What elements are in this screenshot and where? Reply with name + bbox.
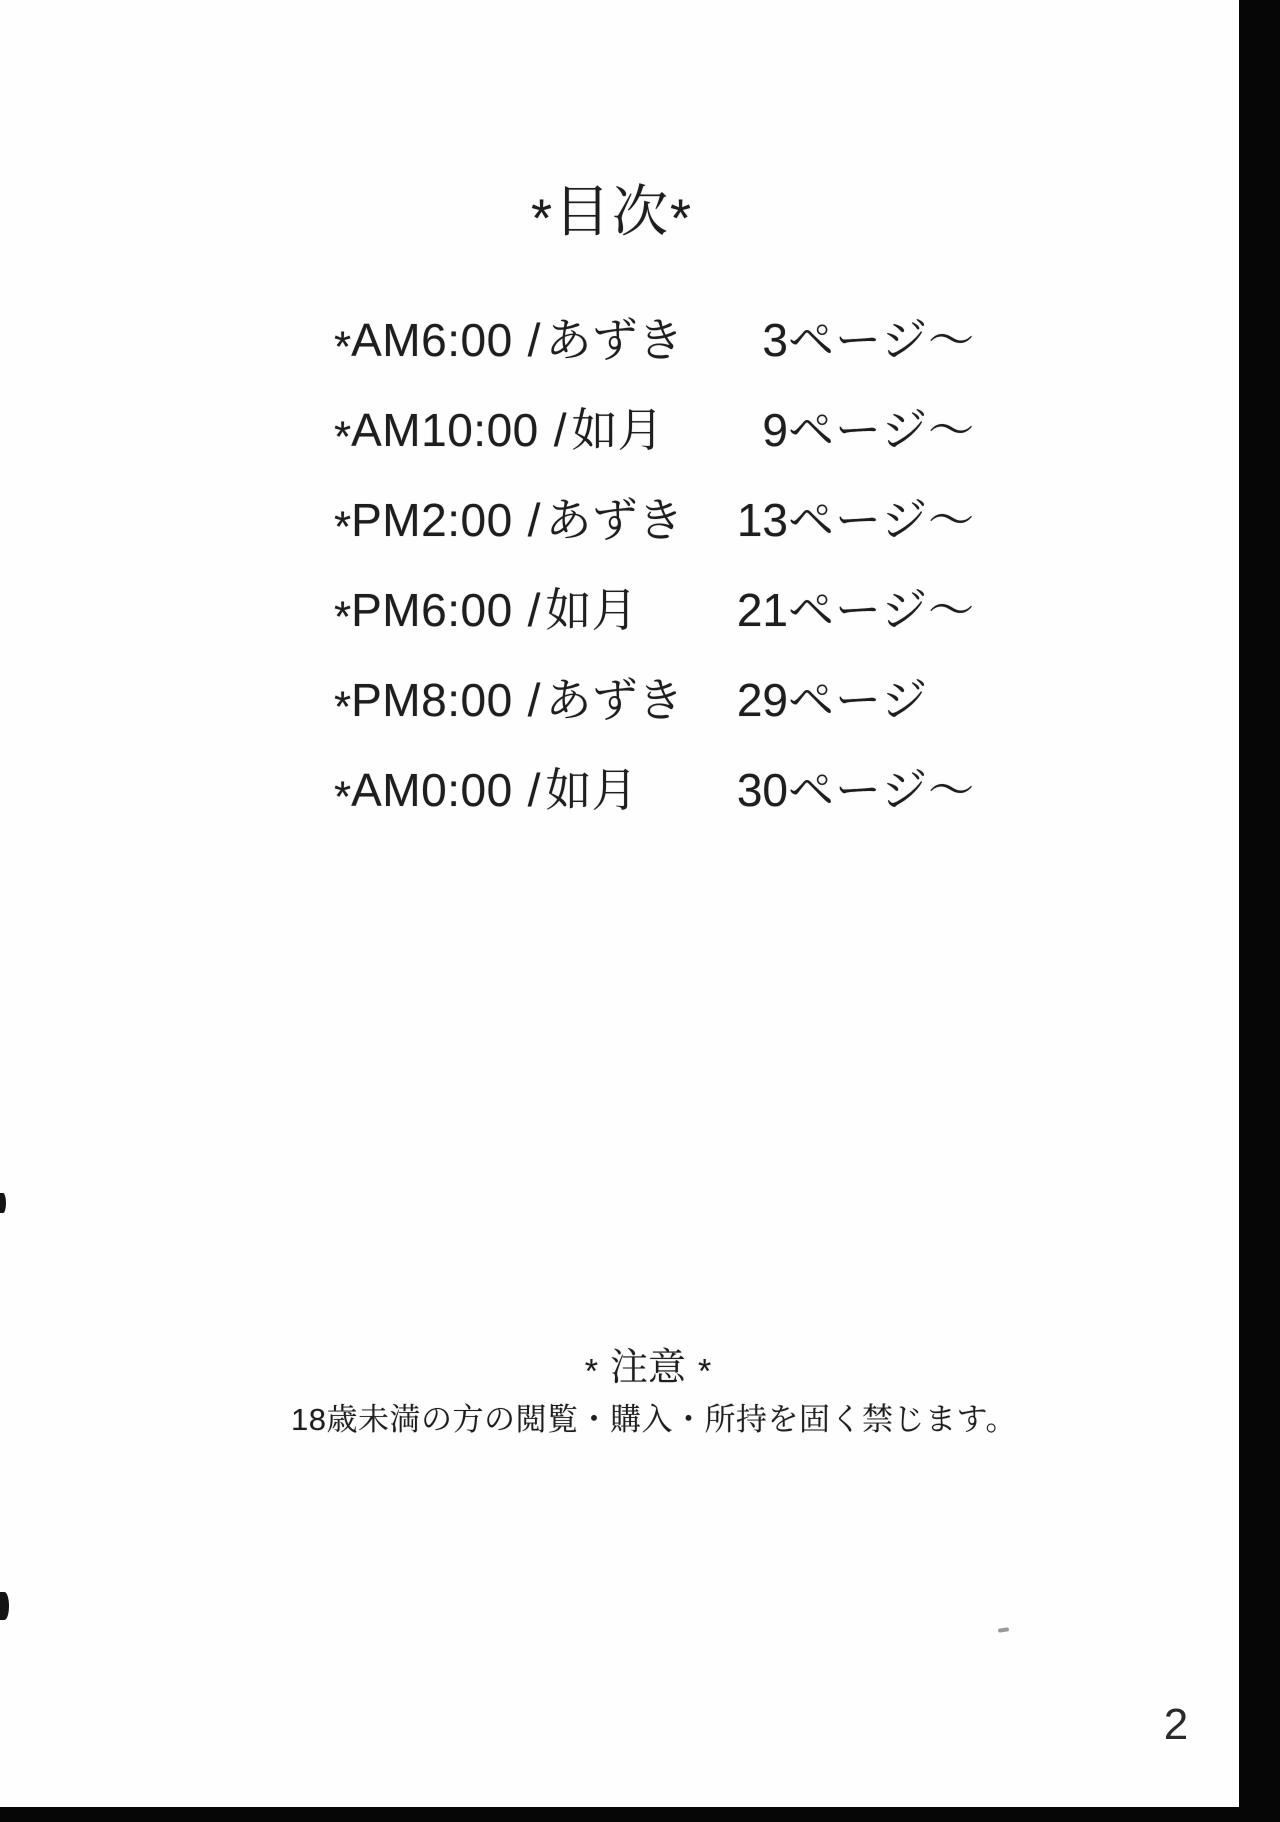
- toc-item-time: PM6:00: [351, 584, 513, 636]
- toc-item-page-number: 21: [736, 584, 788, 636]
- toc-item-name: あずき: [545, 674, 684, 726]
- toc-item-time: AM10:00: [351, 404, 539, 456]
- toc-item-name: あずき: [545, 494, 684, 546]
- notice-heading-text: 注意: [609, 1347, 686, 1389]
- title-text: 目次: [554, 180, 670, 243]
- toc-item-page-number: 29: [736, 674, 788, 726]
- toc-item: [334, 565, 1094, 655]
- page-title: [0, 168, 1224, 248]
- toc-item-name: 如月: [571, 404, 664, 456]
- toc-item-page-number: 9: [762, 404, 788, 456]
- toc-item-slash: /: [553, 404, 567, 456]
- page-number: 2: [1163, 1700, 1189, 1749]
- toc-item-star: *: [334, 772, 352, 822]
- toc-item-page-number: 13: [736, 494, 788, 546]
- toc-item-page-number: 30: [736, 764, 788, 816]
- toc-item-page-suffix: ページ～: [788, 764, 976, 816]
- toc-item: [334, 385, 1094, 475]
- scan-speck: [998, 1627, 1009, 1632]
- toc-item-slash: /: [527, 494, 541, 546]
- notice-heading: [16, 1336, 1280, 1391]
- toc-item-name: あずき: [545, 314, 684, 366]
- toc-item-page: [724, 565, 975, 655]
- toc-item: [334, 475, 1094, 565]
- scan-speck: [0, 1592, 9, 1620]
- toc-item-name: 如月: [545, 584, 638, 636]
- toc-item-page: [724, 295, 975, 385]
- toc-item-star: *: [334, 502, 352, 552]
- toc-item-star: *: [334, 592, 352, 642]
- toc-item-time: PM8:00: [351, 674, 513, 726]
- toc-item: [334, 655, 1094, 745]
- notice-warning-text: 18歳未満の方の閲覧・購入・所持を固く禁じます。: [291, 1402, 1017, 1437]
- toc-item-page-suffix: ページ～: [788, 584, 976, 636]
- toc-item-time: PM2:00: [351, 494, 513, 546]
- toc-item-page: [724, 745, 975, 835]
- toc-item-time: AM0:00: [351, 764, 513, 816]
- toc-item-slash: /: [527, 584, 541, 636]
- toc-item-slash: /: [527, 764, 541, 816]
- toc-item-page-suffix: ページ～: [788, 494, 976, 546]
- toc-item-page-suffix: ページ: [788, 674, 929, 726]
- toc-item-page-suffix: ページ～: [788, 314, 976, 366]
- toc-item-page: [724, 655, 928, 745]
- title-star-right: *: [670, 188, 694, 249]
- toc-item: [334, 295, 1094, 385]
- toc-item-slash: /: [527, 314, 541, 366]
- toc-item-page: [724, 385, 975, 475]
- toc-item-name: 如月: [545, 764, 638, 816]
- toc-item-page: [724, 475, 975, 565]
- toc-item: [334, 745, 1094, 835]
- toc-list: [334, 295, 1094, 835]
- title-star-left: *: [530, 188, 554, 249]
- scan-edge-right: [1239, 0, 1280, 1822]
- toc-item-page-number: 3: [762, 314, 788, 366]
- toc-item-star: *: [334, 412, 352, 462]
- scan-speck: [0, 1193, 6, 1213]
- toc-item-page-suffix: ページ～: [788, 404, 976, 456]
- toc-item-time: AM6:00: [351, 314, 513, 366]
- scan-edge-bottom: [0, 1807, 1280, 1822]
- toc-item-slash: /: [527, 674, 541, 726]
- toc-item-star: *: [334, 322, 352, 372]
- toc-item-star: *: [334, 682, 352, 732]
- notice-star-left: *: [584, 1352, 598, 1391]
- notice-star-right: *: [698, 1352, 712, 1391]
